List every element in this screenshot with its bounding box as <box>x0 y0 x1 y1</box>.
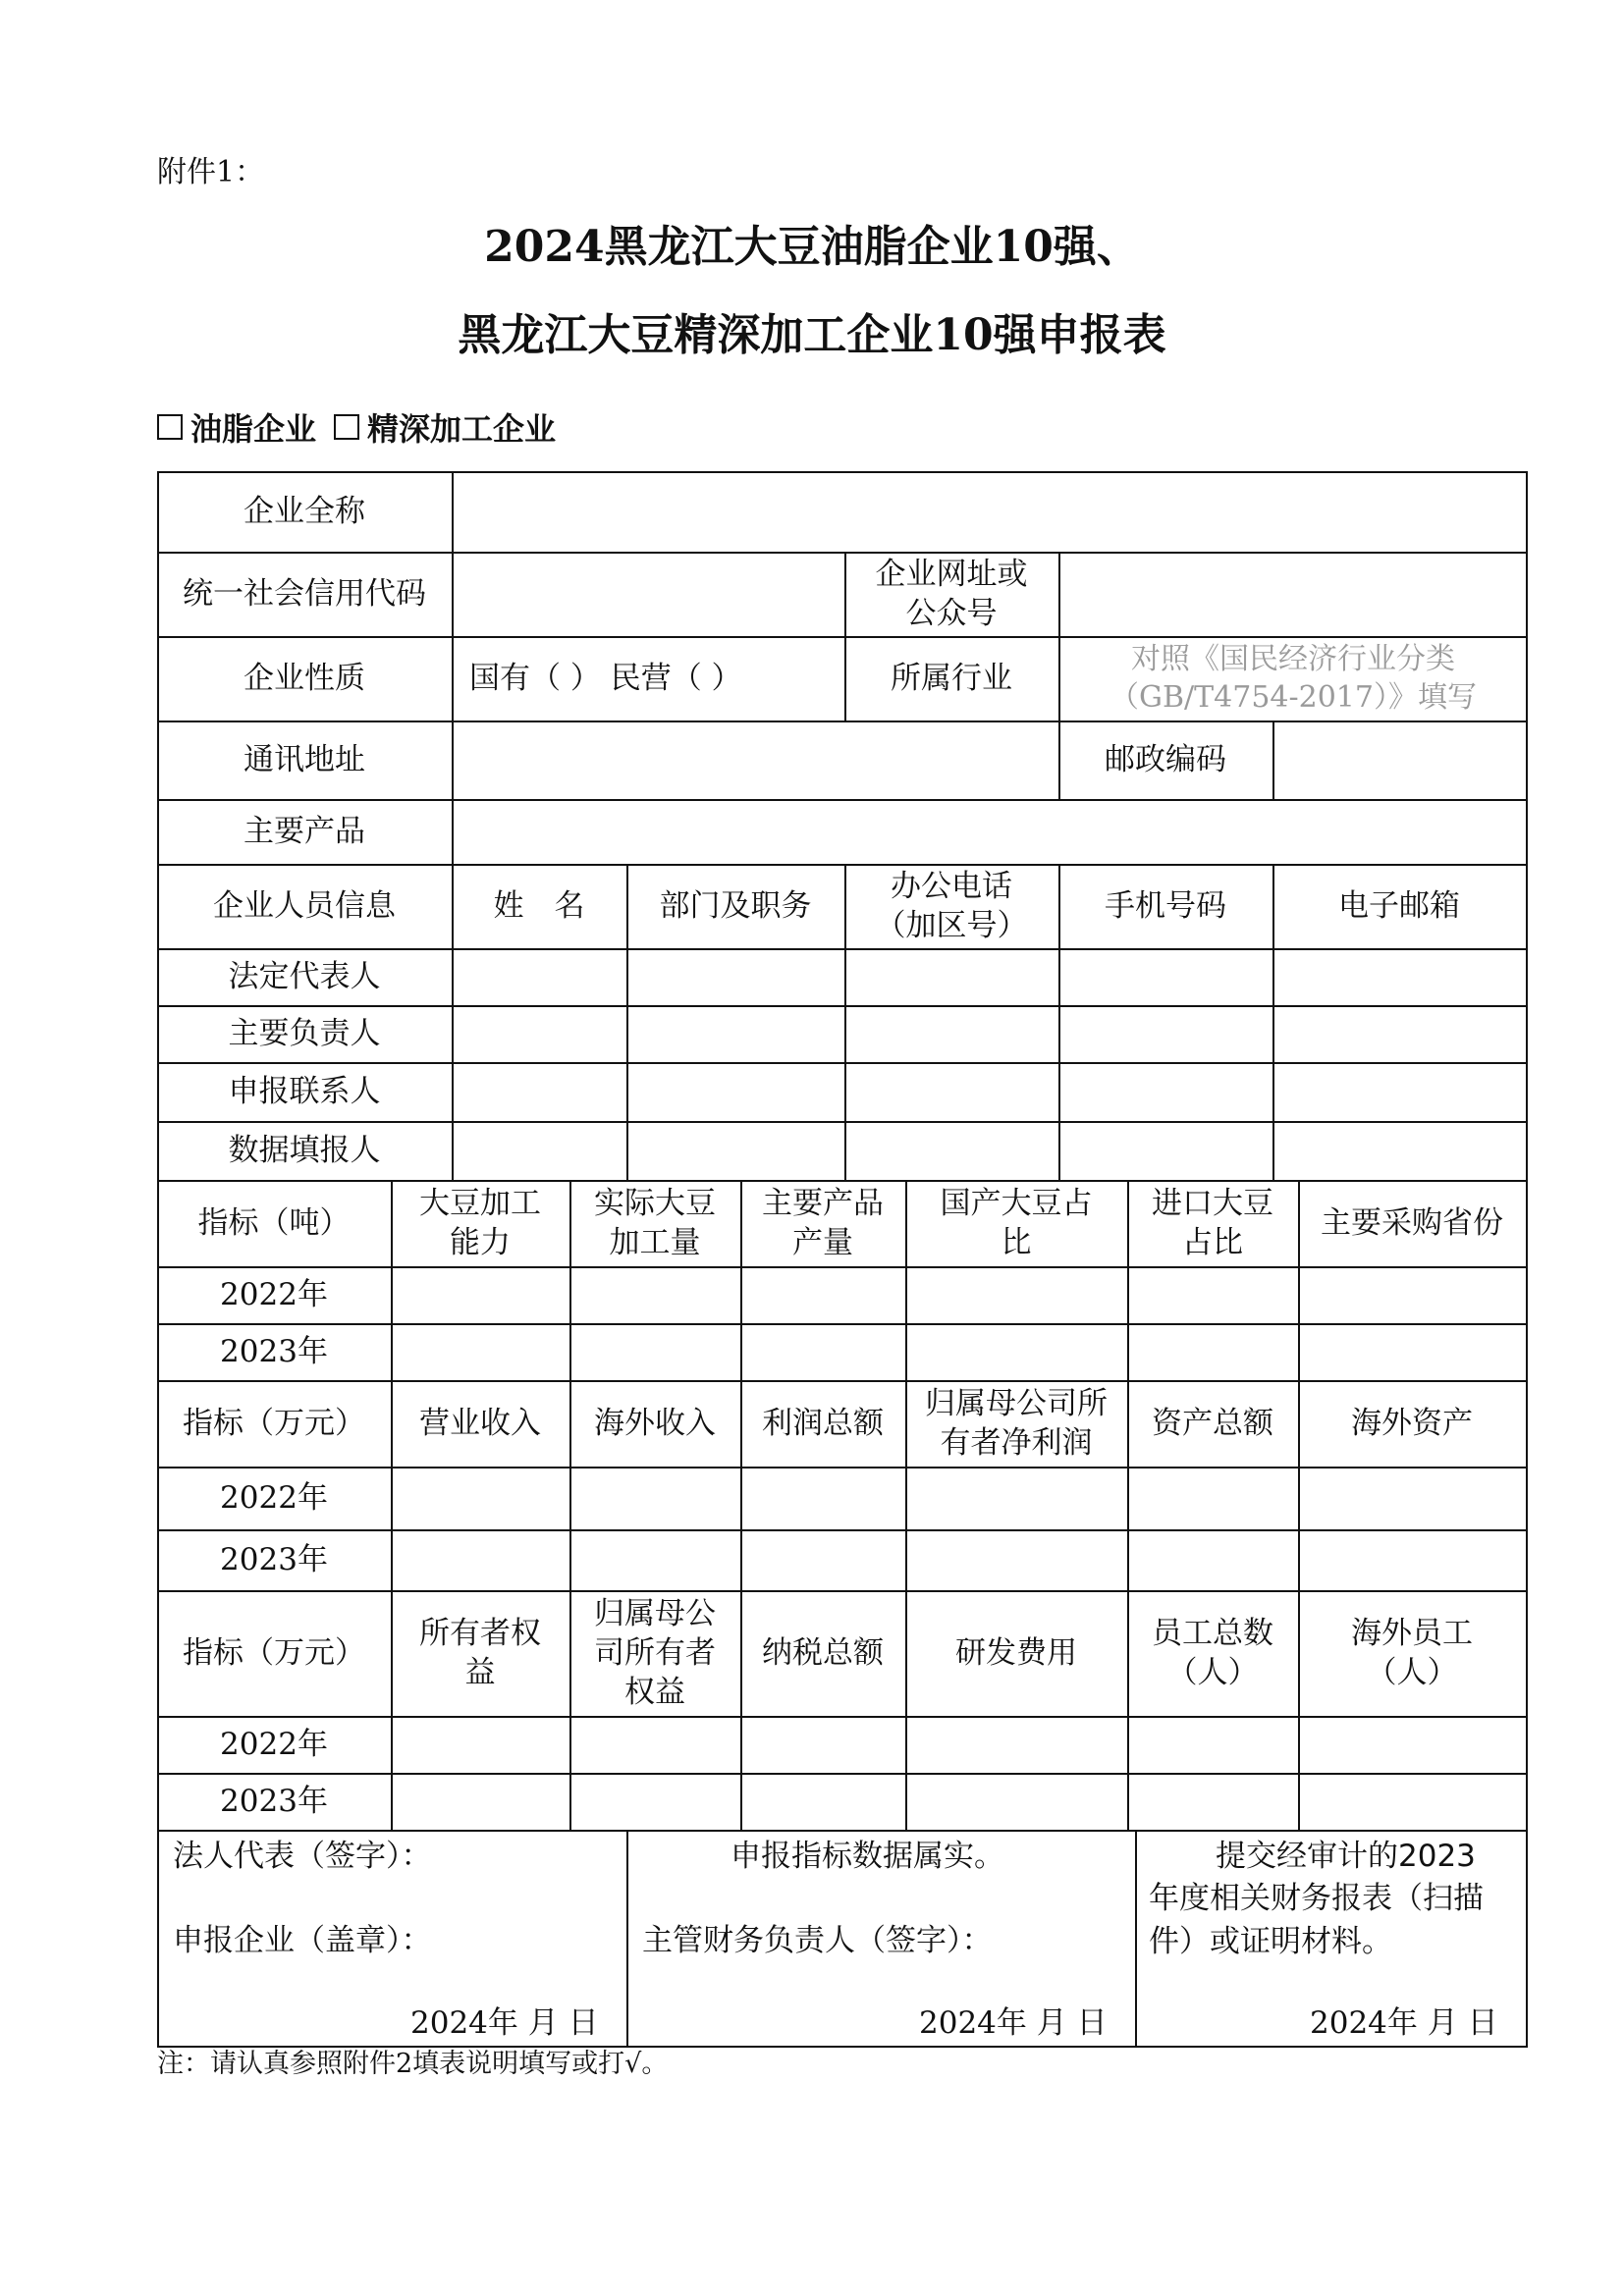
personnel-name-header: 姓 名 <box>493 887 585 924</box>
column-divider <box>626 1830 628 2048</box>
company-seal-label: 申报企业（盖章）： <box>173 1923 432 1958</box>
checkbox-icon <box>157 414 183 440</box>
row-divider <box>157 1830 1528 1832</box>
form-title-line2: 黑龙江大豆精深加工企业10强申报表 <box>458 310 1166 360</box>
credit-code-field[interactable] <box>454 554 844 636</box>
role-principal: 主要负责人 <box>228 1015 381 1051</box>
tons-import-header: 进口大豆占比 <box>1152 1185 1273 1260</box>
equity-owner-header: 所有者权益 <box>419 1615 541 1690</box>
column-divider <box>844 864 846 1180</box>
nature-label: 企业性质 <box>244 660 365 696</box>
footnote: 注：请认真参照附件2填表说明填写或打√。 <box>157 2049 669 2079</box>
column-divider <box>1298 1180 1300 1830</box>
equity-indicator-header: 指标（万元） <box>183 1634 365 1671</box>
personnel-header: 企业人员信息 <box>213 887 396 924</box>
finance-revenue-header: 营业收入 <box>419 1405 541 1441</box>
date-left: 2024年 月 日 <box>410 2005 599 2041</box>
form-title-line1: 2024黑龙江大豆油脂企业10强、 <box>484 222 1140 272</box>
equity-staff-header: 员工总数（人） <box>1152 1615 1273 1690</box>
column-divider <box>1135 1830 1137 2048</box>
finance-overseas-assets-header: 海外资产 <box>1351 1405 1473 1441</box>
nature-options[interactable]: 国有（ ） 民营（ ） <box>469 660 742 696</box>
column-divider <box>1127 1180 1129 1830</box>
finance-overseas-revenue-header: 海外收入 <box>594 1405 716 1441</box>
column-divider <box>905 1180 907 1830</box>
checkbox-icon <box>334 414 359 440</box>
address-label: 通讯地址 <box>244 741 365 777</box>
date-middle: 2024年 月 日 <box>919 2005 1108 2041</box>
equity-overseas-staff-header: 海外员工（人） <box>1351 1615 1473 1690</box>
personnel-email-header: 电子邮箱 <box>1338 887 1460 924</box>
table-border <box>1526 471 1528 2048</box>
full-name-label: 企业全称 <box>244 493 365 529</box>
tons-year-2023: 2023年 <box>220 1333 328 1369</box>
website-label: 企业网址或公众号 <box>875 556 1028 631</box>
tons-domestic-header: 国产大豆占比 <box>940 1185 1093 1260</box>
credit-code-label: 统一社会信用代码 <box>183 575 426 612</box>
postcode-field[interactable] <box>1274 722 1526 799</box>
attachment-label: 附件1： <box>157 155 265 189</box>
tons-actual-header: 实际大豆加工量 <box>594 1185 716 1260</box>
oil-enterprise-checkbox[interactable] <box>157 404 316 450</box>
finance-net-profit-header: 归属母公司所有者净利润 <box>925 1385 1108 1461</box>
role-contact: 申报联系人 <box>228 1073 381 1109</box>
products-field[interactable] <box>454 801 1526 864</box>
industry-field[interactable]: 对照《国民经济行业分类（GB/T4754-2017）》填写 <box>1110 642 1477 715</box>
postcode-label: 邮政编码 <box>1105 741 1226 777</box>
industry-label: 所属行业 <box>891 660 1012 696</box>
finance-year-2023: 2023年 <box>220 1541 328 1577</box>
equity-tax-header: 纳税总额 <box>762 1634 884 1671</box>
tons-output-header: 主要产品产量 <box>762 1185 884 1260</box>
website-field[interactable] <box>1060 554 1526 636</box>
personnel-mobile-header: 手机号码 <box>1105 887 1226 924</box>
deep-processing-checkbox[interactable] <box>334 404 556 450</box>
tons-indicator-header: 指标（吨） <box>197 1204 351 1241</box>
finance-profit-header: 利润总额 <box>762 1405 884 1441</box>
category-selector <box>157 404 556 450</box>
finance-assets-header: 资产总额 <box>1152 1405 1273 1441</box>
address-field[interactable] <box>454 722 1058 799</box>
personnel-dept-header: 部门及职务 <box>659 887 812 924</box>
tons-capacity-header: 大豆加工能力 <box>419 1185 541 1260</box>
equity-year-2022: 2022年 <box>220 1726 328 1762</box>
full-name-field[interactable] <box>454 473 1526 552</box>
audit-submission-note: 提交经审计的2023年度相关财务报表（扫描件）或证明材料。 <box>1149 1839 1484 1959</box>
date-right: 2024年 月 日 <box>1310 2005 1498 2041</box>
legal-rep-signature-label: 法人代表（签字）： <box>173 1839 432 1874</box>
role-data-filler: 数据填报人 <box>228 1132 381 1168</box>
finance-head-signature-label: 主管财务负责人（签字）： <box>642 1923 993 1958</box>
oil-enterprise-label: 油脂企业 <box>190 410 317 448</box>
products-label: 主要产品 <box>244 813 365 849</box>
personnel-office-phone-header: 办公电话（加区号） <box>875 868 1028 943</box>
equity-rnd-header: 研发费用 <box>955 1634 1077 1671</box>
tons-provinces-header: 主要采购省份 <box>1321 1204 1503 1241</box>
column-divider <box>391 1180 393 1830</box>
finance-indicator-header: 指标（万元） <box>183 1405 365 1441</box>
data-true-statement: 申报指标数据属实。 <box>731 1839 1004 1874</box>
finance-year-2022: 2022年 <box>220 1479 328 1516</box>
tons-year-2022: 2022年 <box>220 1276 328 1312</box>
column-divider <box>569 1180 571 1830</box>
column-divider <box>740 1180 742 1830</box>
role-legal-rep: 法定代表人 <box>228 958 381 994</box>
equity-year-2023: 2023年 <box>220 1783 328 1819</box>
equity-parent-owner-header: 归属母公司所有者权益 <box>594 1595 716 1711</box>
deep-processing-label: 精深加工企业 <box>367 410 557 448</box>
